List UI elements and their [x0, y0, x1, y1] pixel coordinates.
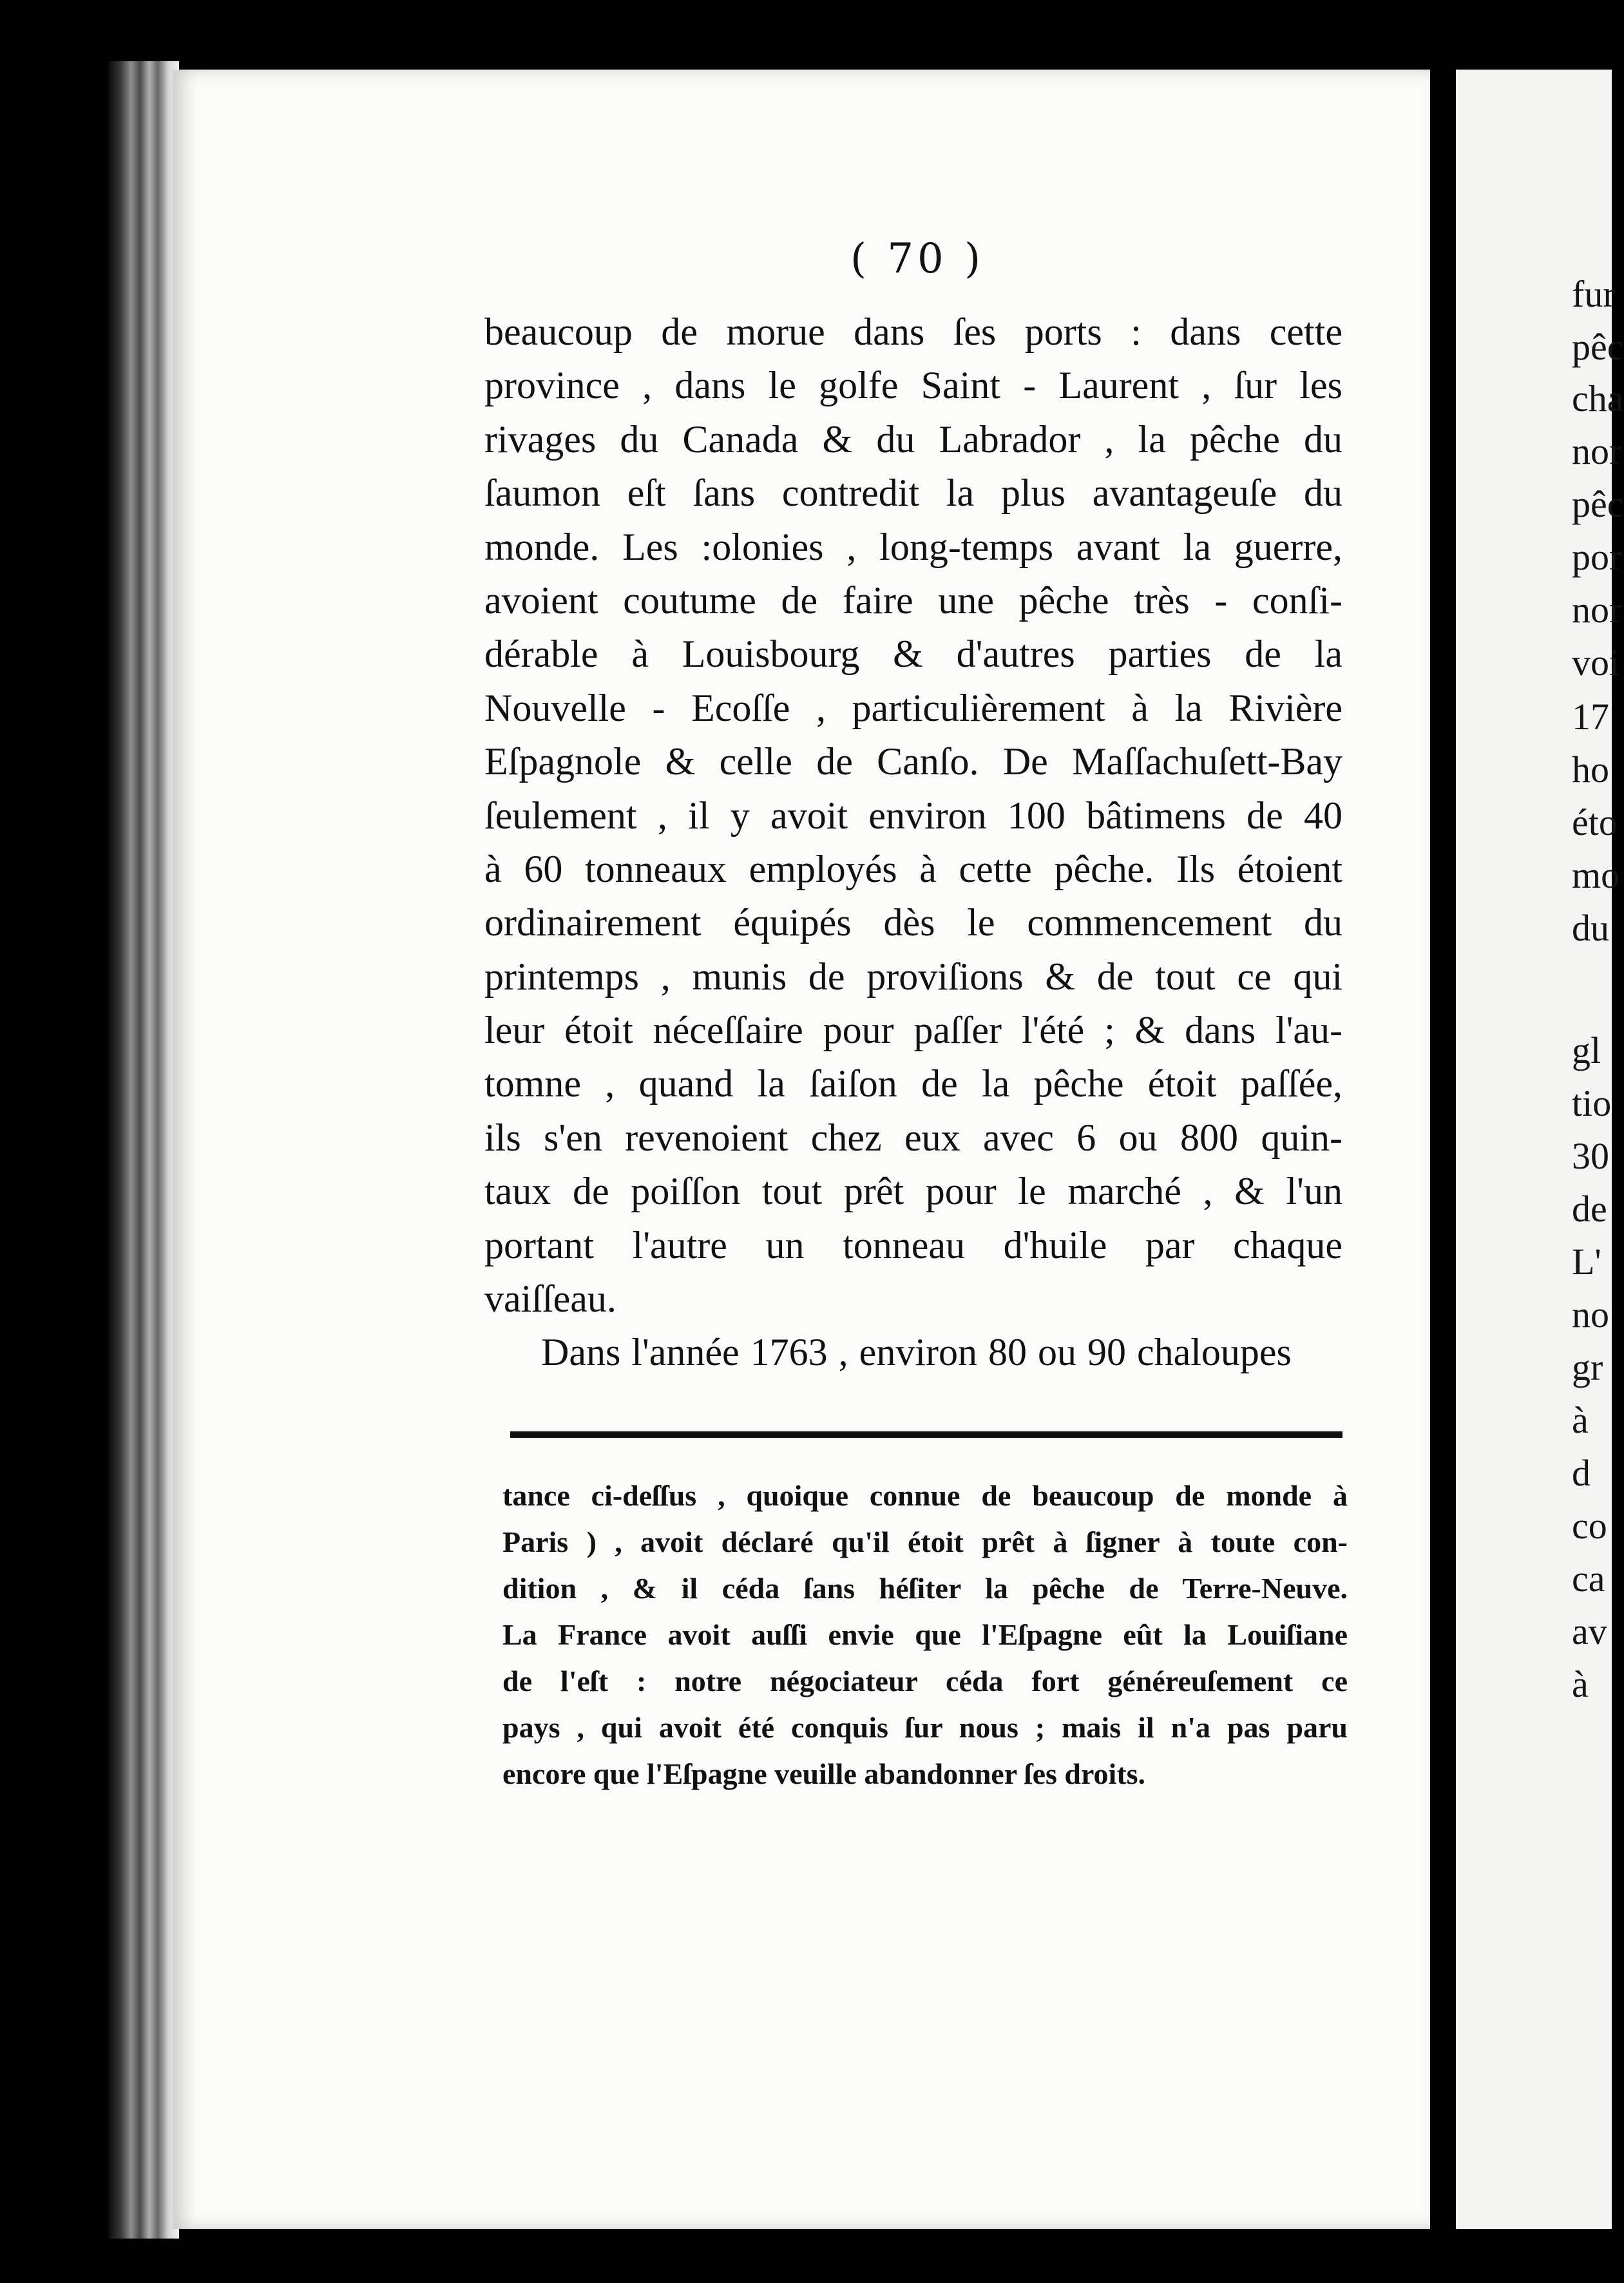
note-line: dition , & il céda ſans héſiter la pêche de Terre-Neuve. — [502, 1572, 1348, 1605]
text-line: rivages du Canada & du Labrador , la pêche du — [484, 417, 1342, 461]
facing-text-fragment: à — [1572, 1663, 1589, 1705]
facing-text-fragment: co — [1572, 1505, 1607, 1547]
note-line: La France avoit auſſi envie que l'Eſpagne eût la Louiſiane — [502, 1618, 1348, 1651]
text-line: beaucoup de morue dans ſes ports : dans cette — [484, 310, 1342, 353]
facing-text-fragment: pêc — [1572, 326, 1624, 368]
facing-text-fragment: pêc — [1572, 483, 1624, 525]
note-line: tance ci-deſſus , quoique connue de beaucoup de monde à — [502, 1479, 1348, 1512]
facing-text-fragment: 30 — [1572, 1135, 1609, 1177]
facing-text-fragment: cha — [1572, 377, 1624, 419]
text-line: portant l'autre un tonneau d'huile par chaque — [484, 1223, 1342, 1266]
facing-text-fragment: à — [1572, 1399, 1589, 1441]
text-line: à 60 tonneaux employés à cette pêche. Ils étoient — [484, 847, 1342, 890]
facing-text-fragment: d — [1572, 1452, 1591, 1494]
text-line: ordinairement équipés dès le commencement du — [484, 901, 1342, 944]
facing-text-fragment: tio — [1572, 1082, 1612, 1124]
footnote-rule — [510, 1431, 1342, 1438]
page-gutter — [1430, 0, 1456, 2283]
facing-text-fragment: du — [1572, 907, 1609, 949]
facing-text-fragment: 17 — [1572, 696, 1609, 738]
text-line: province , dans le golfe Saint - Laurent , ſur les — [484, 364, 1342, 407]
book-spine — [108, 61, 179, 2239]
facing-text-fragment: no — [1572, 1294, 1609, 1335]
facing-text-fragment: mo — [1572, 854, 1620, 896]
text-line: Dans l'année 1763 , environ 80 ou 90 chaloupes — [541, 1331, 1292, 1374]
facing-text-fragment: nor — [1572, 430, 1622, 472]
text-line: taux de poiſſon tout prêt pour le marché , & l'un — [484, 1170, 1342, 1213]
page-number: ( 70 ) — [850, 235, 985, 283]
text-line: Nouvelle - Ecoſſe , particulièrement à la Rivière — [484, 686, 1342, 729]
facing-text-fragment: L' — [1572, 1241, 1601, 1283]
text-line: ils s'en revenoient chez eux avec 6 ou 800 quin- — [484, 1116, 1342, 1159]
text-line: tomne , quand la ſaiſon de la pêche étoit paſſée, — [484, 1062, 1342, 1105]
facing-text-fragment: gl — [1572, 1029, 1601, 1071]
facing-text-fragment: gr — [1572, 1346, 1603, 1388]
facing-text-fragment: voi — [1572, 642, 1620, 683]
facing-text-fragment: de — [1572, 1188, 1607, 1230]
facing-text-fragment: por — [1572, 536, 1622, 578]
facing-text-fragment: éto — [1572, 801, 1618, 843]
text-line: avoient coutume de faire une pêche très - conſi- — [484, 578, 1342, 622]
facing-text-fragment: fur — [1572, 273, 1616, 315]
text-line: leur étoit néceſſaire pour paſſer l'été ; & dans l'au- — [484, 1009, 1342, 1052]
text-line: monde. Les :olonies , long-temps avant la guerre, — [484, 525, 1342, 568]
note-line: encore que l'Eſpagne veuille abandonner ſes droits. — [502, 1757, 1146, 1790]
note-line: de l'eſt : notre négociateur céda fort généreuſement ce — [502, 1665, 1348, 1697]
footnote-text — [502, 1473, 1348, 1797]
text-line: ſaumon eſt ſans contredit la plus avantageuſe du — [484, 472, 1342, 515]
note-line: pays , qui avoit été conquis ſur nous ; mais il n'a pas paru — [502, 1711, 1348, 1744]
facing-text-fragment: ho — [1572, 749, 1609, 790]
facing-text-fragment: nor — [1572, 589, 1622, 631]
facing-text-fragment: av — [1572, 1610, 1607, 1652]
text-line: printemps , munis de proviſions & de tout ce qui — [484, 955, 1342, 998]
facing-text-fragment: ca — [1572, 1558, 1605, 1600]
text-line: dérable à Louisbourg & d'autres parties de la — [484, 633, 1342, 676]
note-line: Paris ) , avoit déclaré qu'il étoit prêt à ſigner à toute con- — [502, 1525, 1348, 1558]
text-line: vaiſſeau. — [484, 1277, 616, 1321]
main-text — [484, 305, 1342, 1380]
text-line: ſeulement , il y avoit environ 100 bâtimens de 40 — [484, 794, 1342, 837]
text-line: Eſpagnole & celle de Canſo. De Maſſachuſett-Bay — [484, 740, 1342, 783]
